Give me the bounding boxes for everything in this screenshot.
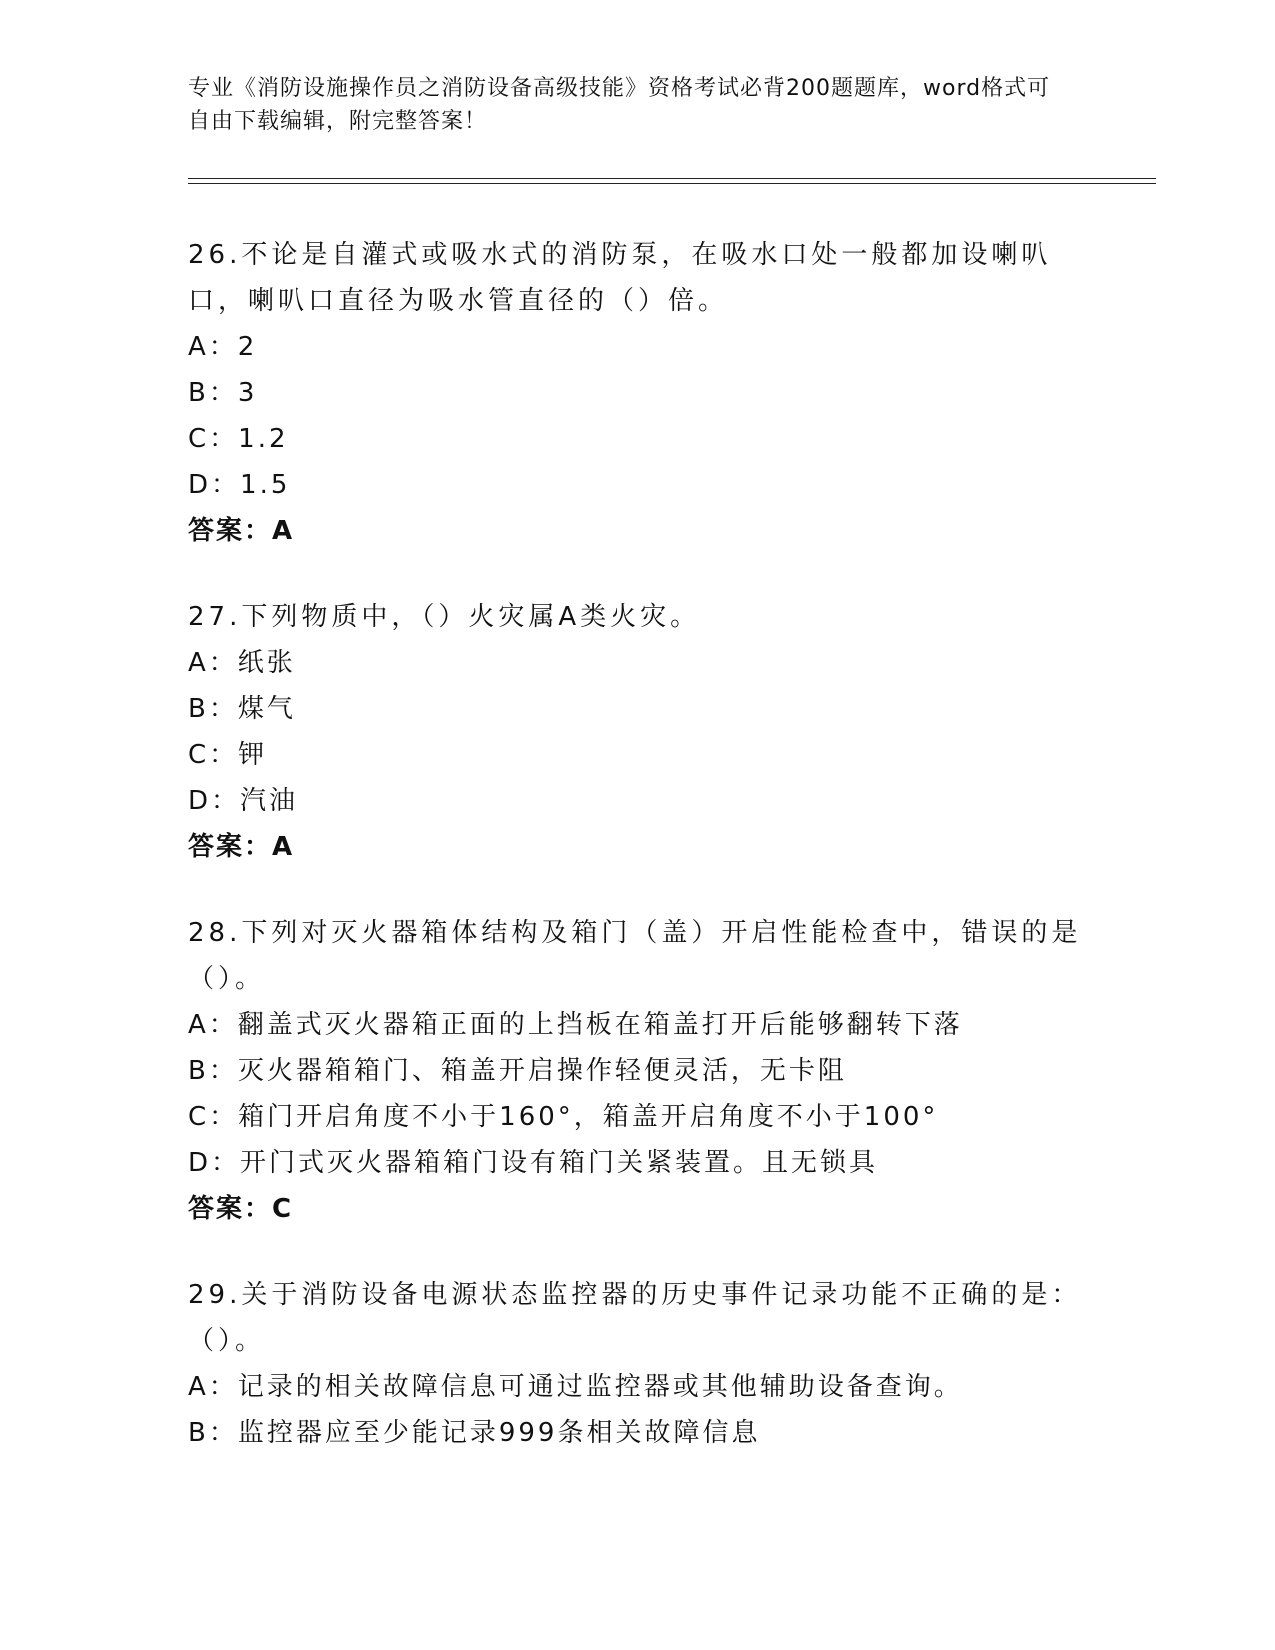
header-divider-bottom bbox=[188, 183, 1156, 184]
question-28 bbox=[188, 910, 1088, 1232]
option-c: C：钾 bbox=[188, 740, 268, 770]
question-26 bbox=[188, 232, 1088, 554]
question-29 bbox=[188, 1272, 1088, 1456]
option-b: B：3 bbox=[188, 378, 258, 408]
option-a: A：翻盖式灭火器箱正面的上挡板在箱盖打开后能够翻转下落 bbox=[188, 1010, 963, 1040]
option-d: D：汽油 bbox=[188, 786, 299, 816]
option-b: B：灭火器箱箱门、箱盖开启操作轻便灵活，无卡阻 bbox=[188, 1056, 847, 1086]
document-header: 专业《消防设施操作员之消防设备高级技能》资格考试必背200题题库，word格式可自由下载编辑，附完整答案！ bbox=[188, 76, 1051, 134]
option-b: B：监控器应至少能记录999条相关故障信息 bbox=[188, 1418, 761, 1448]
option-a: A：2 bbox=[188, 332, 258, 362]
question-27 bbox=[188, 594, 1088, 870]
question-stem: 28.下列对灭火器箱体结构及箱门（盖）开启性能检查中，错误的是（）。 bbox=[188, 918, 1082, 994]
question-stem: 26.不论是自灌式或吸水式的消防泵，在吸水口处一般都加设喇叭口，喇叭口直径为吸水管直径的（）倍。 bbox=[188, 240, 1052, 316]
question-stem: 27.下列物质中，（）火灾属A类火灾。 bbox=[188, 602, 701, 632]
option-d: D：开门式灭火器箱箱门设有箱门关紧装置。且无锁具 bbox=[188, 1148, 879, 1178]
question-stem: 29.关于消防设备电源状态监控器的历史事件记录功能不正确的是：（）。 bbox=[188, 1280, 1082, 1356]
header-divider-top bbox=[188, 178, 1156, 179]
option-d: D：1.5 bbox=[188, 470, 291, 500]
answer: 答案：A bbox=[188, 516, 295, 546]
answer: 答案：A bbox=[188, 832, 295, 862]
option-a: A：纸张 bbox=[188, 648, 296, 678]
answer: 答案：C bbox=[188, 1194, 294, 1224]
question-list bbox=[188, 232, 1088, 1496]
option-c: C：1.2 bbox=[188, 424, 289, 454]
option-c: C：箱门开启角度不小于160°，箱盖开启角度不小于100° bbox=[188, 1102, 939, 1132]
option-b: B：煤气 bbox=[188, 694, 296, 724]
option-a: A：记录的相关故障信息可通过监控器或其他辅助设备查询。 bbox=[188, 1372, 963, 1402]
